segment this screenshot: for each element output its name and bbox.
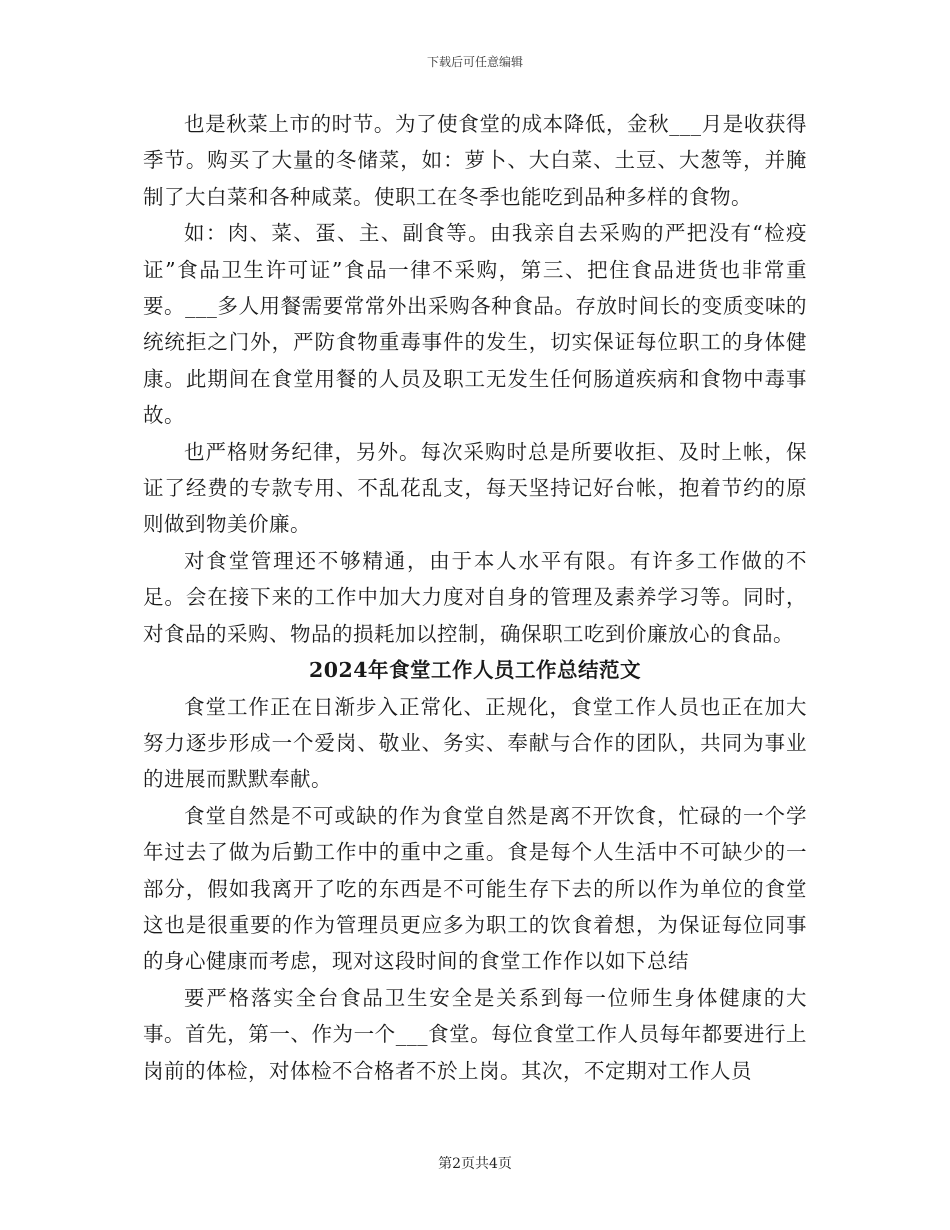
paragraph: 也是秋菜上市的时节。为了使食堂的成本降低，金秋___月是收获得季节。购买了大量的冬储菜，如：萝卜、大白菜、土豆、大葱等，并腌制了大白菜和各种咸菜。使职工在冬季也能吃到品种多样的食物。 <box>143 112 807 209</box>
page-footer: 第2页共4页 <box>438 1156 512 1172</box>
section-title: 2024年食堂工作人员工作总结范文 <box>308 658 642 683</box>
paragraph: 食堂自然是不可或缺的作为食堂自然是离不开饮食，忙碌的一个学年过去了做为后勤工作中的重中之重。食是每个人生活中不可缺少的一部分，假如我离开了吃的东西是不可能生存下去的所以作为单位的食堂这也是很重要的作为管理员更应多为职工的饮食着想，为保证每位同事的身心健康而考虑，现对这段时间的食堂工作作以如下总结 <box>143 803 807 974</box>
paragraph: 也严格财务纪律，另外。每次采购时总是所要收拒、及时上帐，保证了经费的专款专用、不乱花乱支，每天坚持记好台帐，抱着节约的原则做到物美价廉。 <box>143 439 807 537</box>
paragraph: 如：肉、菜、蛋、主、副食等。由我亲自去采购的严把没有“检疫证”食品卫生许可证”食品一律不采购，第三、把住食品进货也非常重要。___多人用餐需要常常外出采购各种食品。存放时间长的变质变味的统统拒之门外，严防食物重毒事件的发生，切实保证每位职工的身体健康。此期间在食堂用餐的人员及职工无发生任何肠道疾病和食物中毒事故。 <box>143 221 807 428</box>
paragraph: 要严格落实全台食品卫生安全是关系到每一位师生身体健康的大事。首先，第一、作为一个___食堂。每位食堂工作人员每年都要进行上岗前的体检，对体检不合格者不於上岗。其次，不定期对工作人员 <box>143 985 807 1083</box>
document-body <box>143 106 807 1089</box>
paragraph: 对食堂管理还不够精通，由于本人水平有限。有许多工作做的不足。会在接下来的工作中加大力度对自身的管理及素养学习等。同时，对食品的采购、物品的损耗加以控制，确保职工吃到价廉放心的食品。 <box>143 548 807 646</box>
page-header: 下载后可任意编辑 <box>426 55 523 69</box>
paragraph: 食堂工作正在日渐步入正常化、正规化，食堂工作人员也正在加大努力逐步形成一个爱岗、敬业、务实、奉献与合作的团队，共同为事业的进展而默默奉献。 <box>143 694 807 792</box>
